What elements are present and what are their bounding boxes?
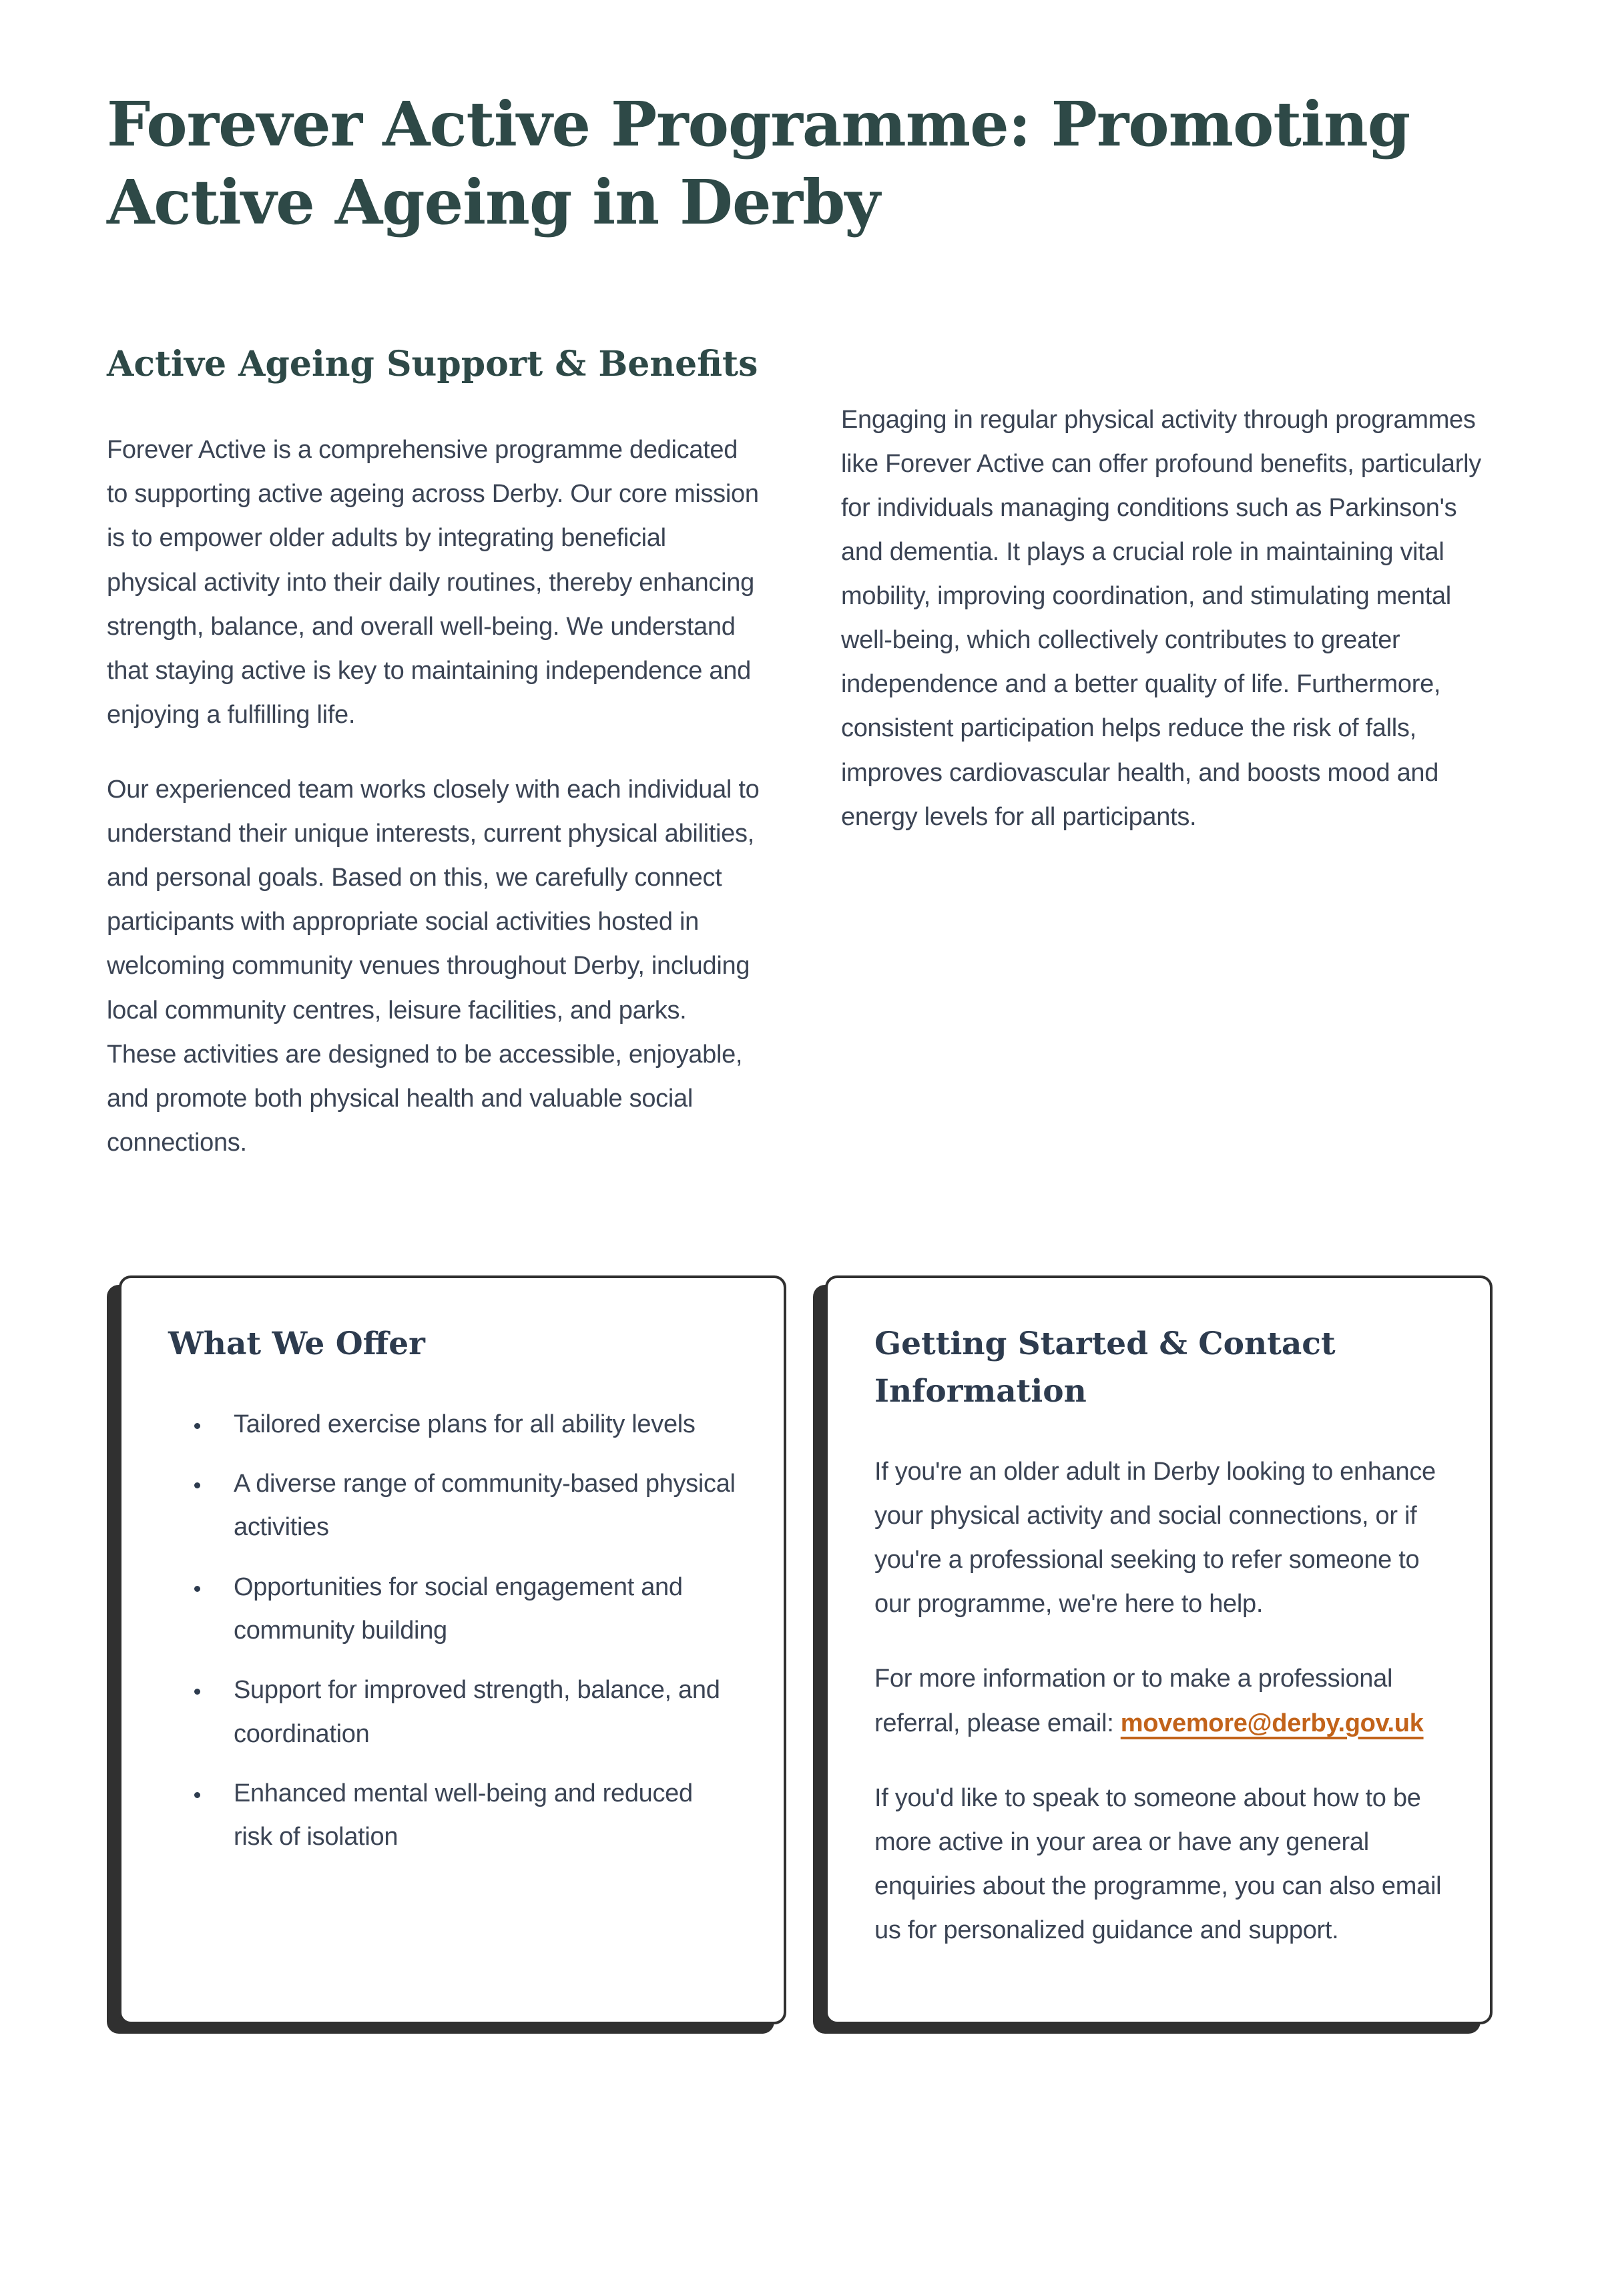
contact-card-title: Getting Started & Contact Information — [874, 1326, 1336, 1410]
body-paragraph-2: Our experienced team works closely with each individual to understand their unique interests, current physical abilities, and personal goals. Based on this, we carefully connect participants with appropriate social activities hosted in welcoming community venues throughout Derby, including local community centres, leisure facilities, and parks. These activities are designed to be accessible, enjoyable, and promote both physical health and valuable social connections. — [107, 776, 760, 1157]
offer-list — [168, 1403, 737, 1859]
page-title — [107, 85, 1495, 242]
what-we-offer-card — [119, 1275, 786, 2024]
contact-referral-text: For more information or to make a professional referral, please email: — [874, 1665, 1393, 1737]
offer-item: • Opportunities for social engagement and community building — [211, 1566, 737, 1653]
offer-item: • A diverse range of community-based physical activities — [211, 1462, 737, 1550]
offer-item: • Enhanced mental well-being and reduced risk of isolation — [211, 1772, 737, 1859]
contact-outro-paragraph: If you'd like to speak to someone about how to be more active in your area or have any general enquiries about the programme, you can also email us for personalized guidance and support. — [874, 1783, 1442, 1944]
column-left — [107, 342, 761, 1195]
section-heading: Active Ageing Support & Benefits — [107, 343, 758, 384]
two-column-section — [107, 342, 1495, 1195]
offer-item: • Support for improved strength, balance, and coordination — [211, 1669, 737, 1756]
body-paragraph-3: Engaging in regular physical activity through programmes like Forever Active can offer profound benefits, particularly for individuals managing conditions such as Parkinson's and dementia. It plays a crucial role in maintaining vital mobility, improving coordination, and stimulating mental well-being, which collectively contributes to greater independence and a better quality of life. Furthermore, consistent participation helps reduce the risk of falls, improves cardiovascular health, and boosts mood and energy levels for all participants. — [841, 405, 1481, 831]
contact-intro-paragraph: If you're an older adult in Derby looking to enhance your physical activity and social connections, or if you're a professional seeking to refer someone to our programme, we're here to help. — [874, 1458, 1436, 1619]
offer-item: • Tailored exercise plans for all ability levels — [211, 1403, 737, 1446]
body-paragraph-1: Forever Active is a comprehensive programme dedicated to supporting active ageing across Derby. Our core mission is to empower older adults by integrating beneficial physical activity into their daily routines, thereby enhancing strength, balance, and overall well-being. We understand that staying active is key to maintaining independence and enjoying a fulfilling life. — [107, 436, 759, 729]
what-we-offer-title: What We Offer — [168, 1326, 425, 1362]
page-title-line-1: Forever Active Programme: Promoting — [107, 88, 1410, 160]
column-right — [841, 342, 1495, 1195]
contact-referral-paragraph — [874, 1657, 1443, 1745]
cards-row — [119, 1275, 1493, 2024]
contact-card — [825, 1275, 1493, 2024]
email-link[interactable]: movemore@derby.gov.uk — [1120, 1709, 1424, 1737]
page-title-line-2: Active Ageing in Derby — [107, 166, 880, 238]
